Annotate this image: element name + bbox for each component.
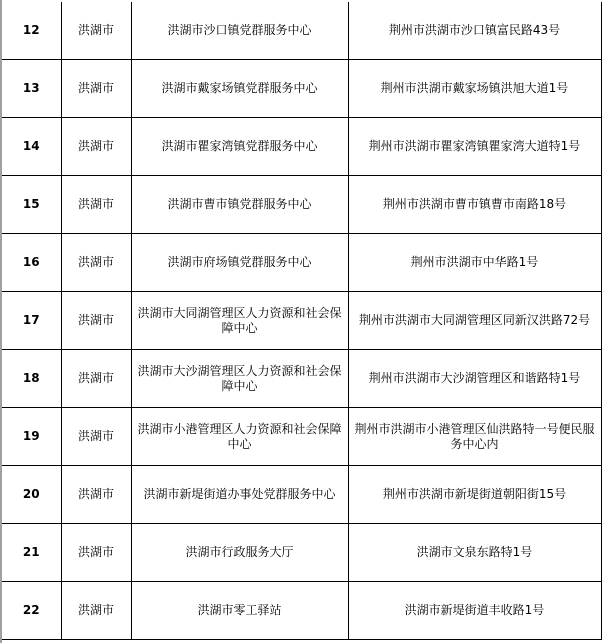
table-row [2,118,601,176]
address-cell: 荆州市洪湖市新堤街道朝阳街15号 [348,466,601,524]
row-number: 21 [2,524,61,582]
table-row [2,2,601,60]
service-center-name: 洪湖市瞿家湾镇党群服务中心 [131,118,348,176]
address-cell: 荆州市洪湖市中华路1号 [348,234,601,292]
table-row [2,350,601,408]
row-number: 18 [2,350,61,408]
row-number: 19 [2,408,61,466]
city-cell: 洪湖市 [61,2,131,60]
city-cell: 洪湖市 [61,234,131,292]
address-cell: 荆州市洪湖市大同湖管理区同新汉洪路72号 [348,292,601,350]
city-cell: 洪湖市 [61,350,131,408]
service-center-name: 洪湖市小港管理区人力资源和社会保障中心 [131,408,348,466]
service-center-name: 洪湖市曹市镇党群服务中心 [131,176,348,234]
table-row [2,60,601,118]
service-center-table [2,2,602,640]
row-number: 14 [2,118,61,176]
city-cell: 洪湖市 [61,176,131,234]
city-cell: 洪湖市 [61,408,131,466]
row-number: 20 [2,466,61,524]
city-cell: 洪湖市 [61,60,131,118]
table-row [2,408,601,466]
address-cell: 荆州市洪湖市大沙湖管理区和谐路特1号 [348,350,601,408]
city-cell: 洪湖市 [61,292,131,350]
table-row [2,466,601,524]
service-center-name: 洪湖市大同湖管理区人力资源和社会保障中心 [131,292,348,350]
city-cell: 洪湖市 [61,524,131,582]
city-cell: 洪湖市 [61,466,131,524]
service-center-name: 洪湖市沙口镇党群服务中心 [131,2,348,60]
table-row [2,524,601,582]
address-cell: 荆州市洪湖市瞿家湾镇瞿家湾大道特1号 [348,118,601,176]
table-row [2,292,601,350]
address-cell: 荆州市洪湖市戴家场镇洪旭大道1号 [348,60,601,118]
row-number: 15 [2,176,61,234]
service-center-name: 洪湖市戴家场镇党群服务中心 [131,60,348,118]
address-cell: 洪湖市新堤街道丰收路1号 [348,582,601,640]
row-number: 12 [2,2,61,60]
table-body [2,2,601,640]
table-row [2,234,601,292]
service-center-name: 洪湖市行政服务大厅 [131,524,348,582]
table-row [2,176,601,234]
row-number: 16 [2,234,61,292]
service-center-name: 洪湖市大沙湖管理区人力资源和社会保障中心 [131,350,348,408]
row-number: 22 [2,582,61,640]
address-cell: 荆州市洪湖市曹市镇曹市南路18号 [348,176,601,234]
service-center-name: 洪湖市新堤街道办事处党群服务中心 [131,466,348,524]
row-number: 17 [2,292,61,350]
service-center-name: 洪湖市府场镇党群服务中心 [131,234,348,292]
service-center-name: 洪湖市零工驿站 [131,582,348,640]
address-cell: 荆州市洪湖市小港管理区仙洪路特一号便民服务中心内 [348,408,601,466]
row-number: 13 [2,60,61,118]
city-cell: 洪湖市 [61,582,131,640]
address-cell: 荆州市洪湖市沙口镇富民路43号 [348,2,601,60]
city-cell: 洪湖市 [61,118,131,176]
table-row [2,582,601,640]
address-cell: 洪湖市文泉东路特1号 [348,524,601,582]
